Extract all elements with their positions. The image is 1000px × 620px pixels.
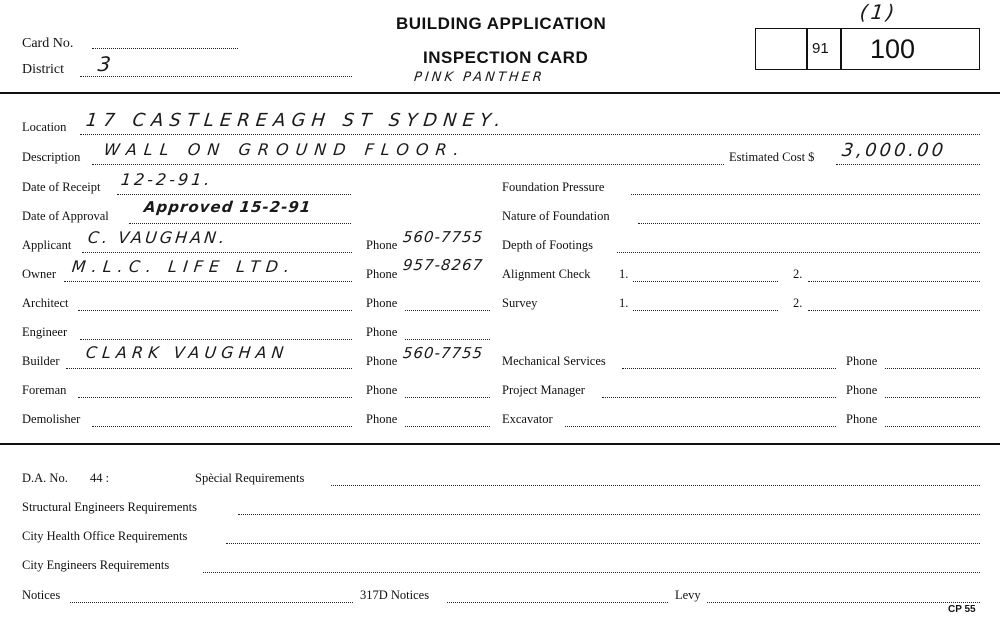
builder-phone-value: 560-7755 bbox=[402, 344, 485, 362]
structural-leader bbox=[238, 514, 980, 515]
estimated-cost-leader bbox=[836, 164, 980, 165]
demolisher-label: Demolisher bbox=[22, 412, 81, 426]
receipt-value: 12-2-91. bbox=[120, 170, 214, 189]
box-divider-2 bbox=[840, 29, 842, 69]
receipt-leader bbox=[117, 194, 351, 195]
engineer-leader bbox=[80, 339, 352, 340]
mechanical-phone-label: Phone bbox=[846, 354, 878, 368]
engineer-label: Engineer bbox=[22, 325, 68, 339]
notices-317d-label: 317D Notices bbox=[360, 588, 430, 602]
section-rule bbox=[0, 443, 1000, 445]
city-engineers-leader bbox=[203, 572, 980, 573]
owner-value: M.L.C. LIFE LTD. bbox=[71, 257, 297, 276]
district-label: District bbox=[22, 62, 64, 77]
foreman-phone-label: Phone bbox=[366, 383, 398, 397]
special-requirements-leader bbox=[331, 485, 980, 486]
da-value: 44 : bbox=[90, 471, 110, 485]
foundation-pressure-leader bbox=[631, 194, 980, 195]
alignment-check-label: Alignment Check bbox=[502, 267, 591, 281]
excavator-phone-label: Phone bbox=[846, 412, 878, 426]
architect-leader bbox=[78, 310, 352, 311]
notices-label: Notices bbox=[22, 588, 61, 602]
title-line-1: BUILDING APPLICATION bbox=[396, 14, 607, 33]
architect-phone-label: Phone bbox=[366, 296, 398, 310]
foreman-leader bbox=[78, 397, 352, 398]
survey-num-2: 2. bbox=[793, 296, 803, 310]
estimated-cost-label: Estimated Cost $ bbox=[729, 150, 815, 164]
location-leader bbox=[80, 134, 980, 135]
approval-leader bbox=[129, 223, 351, 224]
excavator-leader bbox=[565, 426, 836, 427]
district-value: 3 bbox=[96, 52, 115, 76]
location-label: Location bbox=[22, 120, 67, 134]
alignment-num-2: 2. bbox=[793, 267, 803, 281]
card-no-label: Card No. bbox=[22, 36, 74, 51]
district-leader bbox=[80, 76, 352, 77]
notices-leader bbox=[70, 602, 353, 603]
health-label: City Health Office Requirements bbox=[22, 529, 188, 543]
da-label: D.A. No. bbox=[22, 471, 68, 485]
header-rule bbox=[0, 92, 1000, 94]
city-engineers-label: City Engineers Requirements bbox=[22, 558, 170, 572]
nature-foundation-leader bbox=[638, 223, 980, 224]
project-manager-phone-label: Phone bbox=[846, 383, 878, 397]
demolisher-phone-leader bbox=[405, 426, 490, 427]
corner-mark: (1) bbox=[858, 0, 899, 24]
description-label: Description bbox=[22, 150, 81, 164]
owner-label: Owner bbox=[22, 267, 57, 281]
survey-num-1: 1. bbox=[619, 296, 629, 310]
approval-value: Approved 15-2-91 bbox=[143, 198, 313, 216]
title-line-2: INSPECTION CARD bbox=[423, 48, 589, 67]
box-divider-1 bbox=[806, 29, 808, 69]
special-requirements-label: Spècial Requirements bbox=[195, 471, 305, 485]
demolisher-leader bbox=[92, 426, 352, 427]
project-manager-phone-leader bbox=[885, 397, 980, 398]
project-manager-leader bbox=[602, 397, 836, 398]
alignment-num-1: 1. bbox=[619, 267, 629, 281]
receipt-label: Date of Receipt bbox=[22, 180, 101, 194]
box-number: 91 bbox=[812, 40, 829, 57]
applicant-leader bbox=[82, 252, 352, 253]
description-value: WALL ON GROUND FLOOR. bbox=[103, 140, 467, 159]
builder-leader bbox=[66, 368, 352, 369]
alignment-leader-1 bbox=[633, 281, 778, 282]
levy-leader bbox=[707, 602, 980, 603]
engineer-phone-leader bbox=[405, 339, 490, 340]
mechanical-label: Mechanical Services bbox=[502, 354, 606, 368]
structural-label: Structural Engineers Requirements bbox=[22, 500, 197, 514]
applicant-phone-value: 560-7755 bbox=[402, 228, 485, 246]
excavator-phone-leader bbox=[885, 426, 980, 427]
architect-phone-leader bbox=[405, 310, 490, 311]
levy-label: Levy bbox=[675, 588, 701, 602]
mechanical-phone-leader bbox=[885, 368, 980, 369]
foreman-phone-leader bbox=[405, 397, 490, 398]
builder-value: CLARK VAUGHAN bbox=[85, 343, 290, 362]
box-value: 100 bbox=[870, 34, 916, 64]
owner-phone-label: Phone bbox=[366, 267, 398, 281]
survey-leader-1 bbox=[633, 310, 778, 311]
applicant-phone-label: Phone bbox=[366, 238, 398, 252]
nature-foundation-label: Nature of Foundation bbox=[502, 209, 610, 223]
project-manager-label: Project Manager bbox=[502, 383, 585, 397]
alignment-leader-2 bbox=[808, 281, 980, 282]
card-number-box bbox=[755, 28, 980, 70]
location-value: 17 CASTLEREAGH ST SYDNEY. bbox=[84, 110, 508, 131]
survey-label: Survey bbox=[502, 296, 538, 310]
form-code: CP 55 bbox=[948, 604, 976, 615]
owner-phone-value: 957-8267 bbox=[402, 256, 485, 274]
builder-phone-label: Phone bbox=[366, 354, 398, 368]
architect-label: Architect bbox=[22, 296, 69, 310]
mechanical-leader bbox=[622, 368, 836, 369]
description-leader bbox=[92, 164, 724, 165]
applicant-value: C. VAUGHAN. bbox=[87, 228, 229, 247]
approval-label: Date of Approval bbox=[22, 209, 109, 223]
estimated-cost-value: 3,000.00 bbox=[840, 140, 948, 161]
builder-label: Builder bbox=[22, 354, 60, 368]
health-leader bbox=[226, 543, 980, 544]
applicant-label: Applicant bbox=[22, 238, 72, 252]
notices-317d-leader bbox=[447, 602, 668, 603]
survey-leader-2 bbox=[808, 310, 980, 311]
depth-footings-label: Depth of Footings bbox=[502, 238, 593, 252]
demolisher-phone-label: Phone bbox=[366, 412, 398, 426]
engineer-phone-label: Phone bbox=[366, 325, 398, 339]
foreman-label: Foreman bbox=[22, 383, 67, 397]
handwritten-name: PINK PANTHER bbox=[413, 70, 546, 85]
owner-leader bbox=[64, 281, 352, 282]
excavator-label: Excavator bbox=[502, 412, 553, 426]
depth-footings-leader bbox=[617, 252, 980, 253]
card-no-leader bbox=[92, 48, 238, 49]
foundation-pressure-label: Foundation Pressure bbox=[502, 180, 605, 194]
